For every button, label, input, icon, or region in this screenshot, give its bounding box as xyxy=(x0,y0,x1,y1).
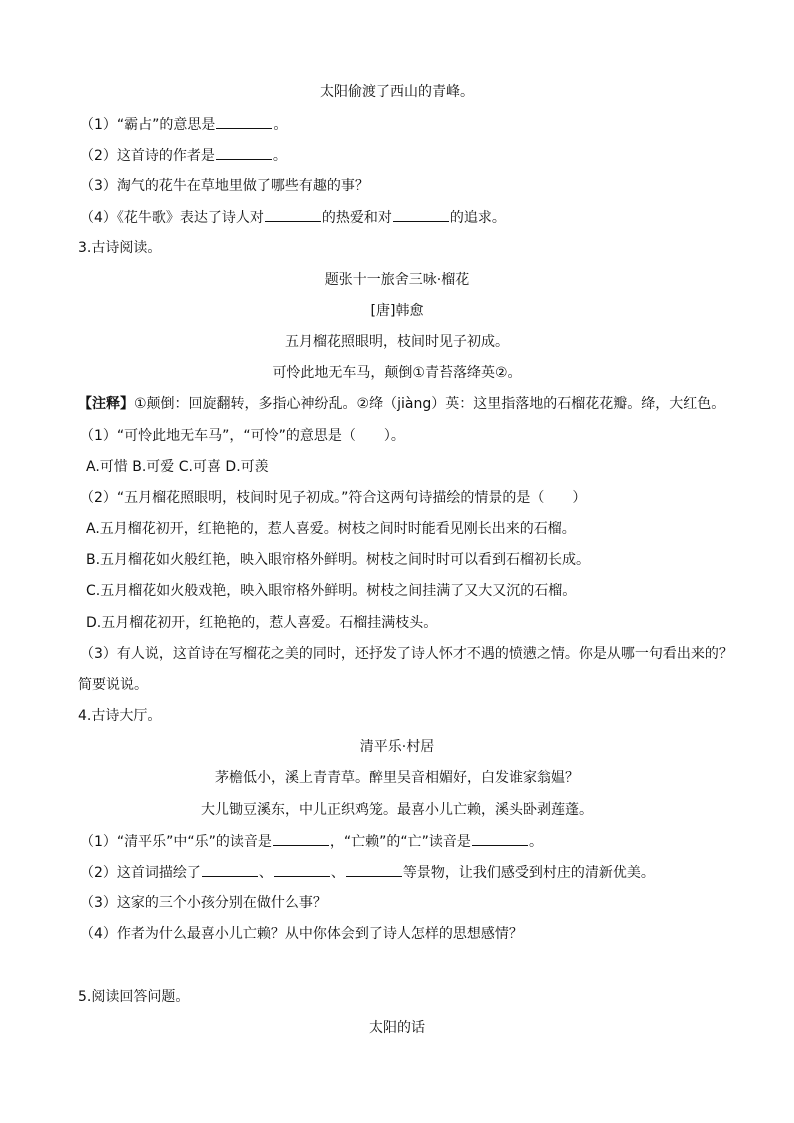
q3-sub3-line-1: （3）有人说，这首诗在写榴花之美的同时，还抒发了诗人怀才不遇的愤懑之情。你是从哪一句看出来的？ xyxy=(80,646,733,662)
q2-sub4 xyxy=(80,207,506,228)
q2-sub1 xyxy=(80,114,287,135)
answer-blank[interactable] xyxy=(202,862,258,877)
answer-blank[interactable] xyxy=(216,145,272,160)
q4-sub2-sep: 、 xyxy=(258,865,273,881)
q3-option-d: D.五月榴花初开，红艳艳的，惹人喜爱。石榴挂满枝头。 xyxy=(86,615,438,631)
q3-poem-title: 题张十一旅舍三咏·榴花 xyxy=(324,272,470,288)
q3-poem-line-2: 可怜此地无车马，颠倒①青苔落绛英②。 xyxy=(272,365,522,381)
q4-heading: 4.古诗大厅。 xyxy=(78,708,162,724)
q5-heading: 5.阅读回答问题。 xyxy=(78,989,190,1005)
q4-sub1-end: 。 xyxy=(528,834,543,850)
q2-sub4-end: 的追求。 xyxy=(449,210,506,226)
q3-sub2: （2）“五月榴花照眼明，枝间时见子初成。”符合这两句诗描绘的情景的是（ ） xyxy=(80,490,587,506)
q4-sub1-mid: ，“亡赖”的“亡”读音是 xyxy=(329,834,471,850)
answer-blank[interactable] xyxy=(393,207,449,222)
q3-heading: 3.古诗阅读。 xyxy=(78,240,162,256)
q2-sub2-text: （2）这首诗的作者是 xyxy=(80,148,215,164)
answer-blank[interactable] xyxy=(265,207,321,222)
q3-poem-line-1: 五月榴花照眼明，枝间时见子初成。 xyxy=(285,334,509,350)
q2-sub4-mid: 的热爱和对 xyxy=(321,210,392,226)
q3-note xyxy=(78,394,725,414)
q2-sub1-end: 。 xyxy=(273,117,288,133)
note-text: ①颠倒：回旋翻转，多指心神纷乱。②绛（jiàng）英：这里指落地的石榴花花瓣。绛，大红色。 xyxy=(134,396,726,412)
answer-blank[interactable] xyxy=(346,862,402,877)
q4-poem-line-1: 茅檐低小，溪上青青草。醉里吴音相媚好，白发谁家翁媪？ xyxy=(215,770,579,786)
q3-sub1: （1）“可怜此地无车马”，“可怜”的意思是（ ）。 xyxy=(80,428,405,444)
q4-sub1-text: （1）“清平乐”中“乐”的读音是 xyxy=(80,834,272,850)
q4-sub2-end: 等景物，让我们感受到村庄的清新优美。 xyxy=(402,865,655,881)
answer-blank[interactable] xyxy=(274,862,330,877)
q2-sub2-end: 。 xyxy=(272,148,287,164)
q4-sub2-text: （2）这首词描绘了 xyxy=(80,865,201,881)
q2-sub2 xyxy=(80,145,287,166)
q3-sub1-options: A.可惜 B.可爱 C.可喜 D.可羡 xyxy=(86,459,269,475)
q2-sub4-text: （4）《花牛歌》表达了诗人对 xyxy=(80,210,264,226)
q4-sub2-sep: 、 xyxy=(330,865,345,881)
q4-sub3: （3）这家的三个小孩分别在做什么事？ xyxy=(80,895,327,911)
q2-sub1-text: （1）“霸占”的意思是 xyxy=(80,117,216,133)
q3-option-b: B.五月榴花如火般红艳，映入眼帘格外鲜明。树枝之间时时可以看到石榴初长成。 xyxy=(86,552,591,568)
q3-poem-author: [唐]韩愈 xyxy=(370,303,424,319)
q4-sub2 xyxy=(80,862,655,883)
q3-option-c: C.五月榴花如火般戏艳，映入眼帘格外鲜明。树枝之间挂满了又大又沉的石榴。 xyxy=(86,583,577,599)
q4-sub1 xyxy=(80,831,543,852)
answer-blank[interactable] xyxy=(472,831,528,846)
q3-option-a: A.五月榴花初开，红艳艳的，惹人喜爱。树枝之间时时能看见刚长出来的石榴。 xyxy=(86,521,576,537)
poem-last-line: 太阳偷渡了西山的青峰。 xyxy=(320,84,474,100)
q4-poem-line-2: 大儿锄豆溪东，中儿正织鸡笼。最喜小儿亡赖，溪头卧剥莲蓬。 xyxy=(201,802,593,818)
answer-blank[interactable] xyxy=(216,114,272,129)
note-label: 【注释】 xyxy=(78,396,134,412)
q4-sub4: （4）作者为什么最喜小儿亡赖？从中你体会到了诗人怎样的思想感情？ xyxy=(80,926,523,942)
q3-sub3-line-2: 简要说说。 xyxy=(78,677,148,693)
answer-blank[interactable] xyxy=(273,831,329,846)
q5-title: 太阳的话 xyxy=(369,1020,425,1036)
q2-sub3: （3）淘气的花牛在草地里做了哪些有趣的事？ xyxy=(80,178,369,194)
q4-poem-title: 清平乐·村居 xyxy=(359,739,435,755)
